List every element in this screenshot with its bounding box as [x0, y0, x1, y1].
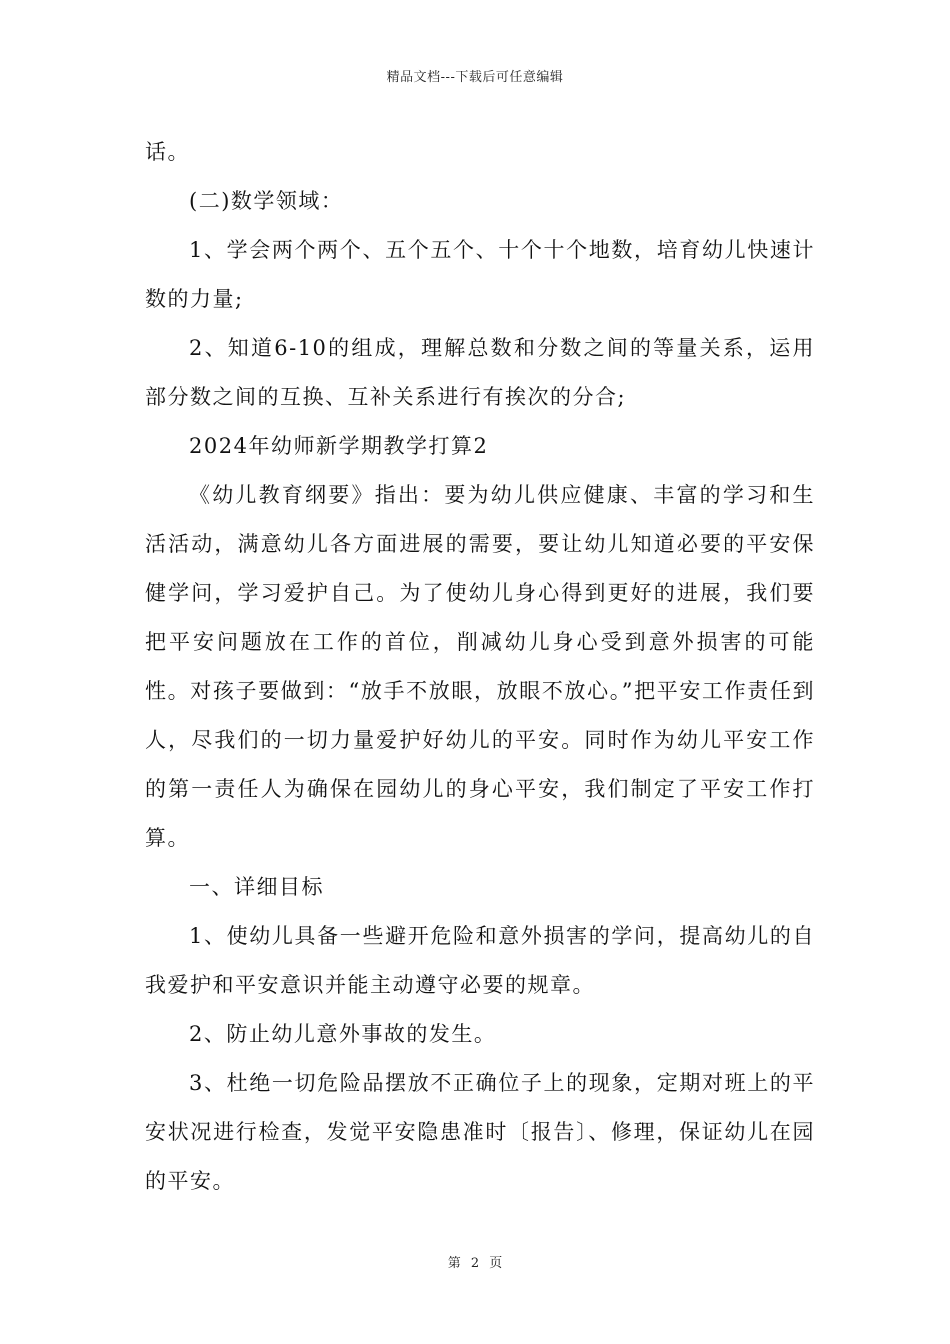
goal-item-1: 1、使幼儿具备一些避开危险和意外损害的学问，提高幼儿的自我爱护和平安意识并能主动遵守必要的规章。 [145, 924, 815, 997]
page-footer [0, 1252, 950, 1271]
section-heading-math: (二)数学领域： [189, 189, 344, 213]
goal-item-2: 2、防止幼儿意外事故的发生。 [189, 1022, 497, 1046]
page-number: 2 [470, 1256, 480, 1271]
paragraph-continuation: 话。 [145, 140, 190, 164]
page-header: 精品文档---下载后可任意编辑 [386, 70, 564, 85]
goal-item-3: 3、杜绝一切危险品摆放不正确位子上的现象，定期对班上的平安状况进行检查，发觉平安隐患准时〔报告〕、修理，保证幼儿在园的平安。 [145, 1071, 815, 1193]
page-label-prefix: 第 [447, 1256, 461, 1271]
math-item-2: 2、知道6-10的组成，理解总数和分数之间的等量关系，运用部分数之间的互换、互补关系进行有挨次的分合; [145, 336, 815, 409]
document-subtitle: 2024年幼师新学期教学打算2 [189, 434, 489, 458]
intro-paragraph: 《幼儿教育纲要》指出：要为幼儿供应健康、丰富的学习和生活活动，满意幼儿各方面进展的需要，要让幼儿知道必要的平安保健学问，学习爱护自己。为了使幼儿身心得到更好的进展，我们要把平安问题放在工作的首位，削减幼儿身心受到意外损害的可能性。对孩子要做到：“放手不放眼，放眼不放心。”把平安工作责任到人，尽我们的一切力量爱护好幼儿的平安。同时作为幼儿平安工作的第一责任人为确保在园幼儿的身心平安，我们制定了平安工作打算。 [145, 483, 815, 850]
document-body [145, 128, 815, 1206]
page-label-suffix: 页 [489, 1256, 503, 1271]
math-item-1: 1、学会两个两个、五个五个、十个十个地数，培育幼儿快速计数的力量; [145, 238, 815, 311]
section-heading-goals: 一、详细目标 [189, 875, 324, 899]
